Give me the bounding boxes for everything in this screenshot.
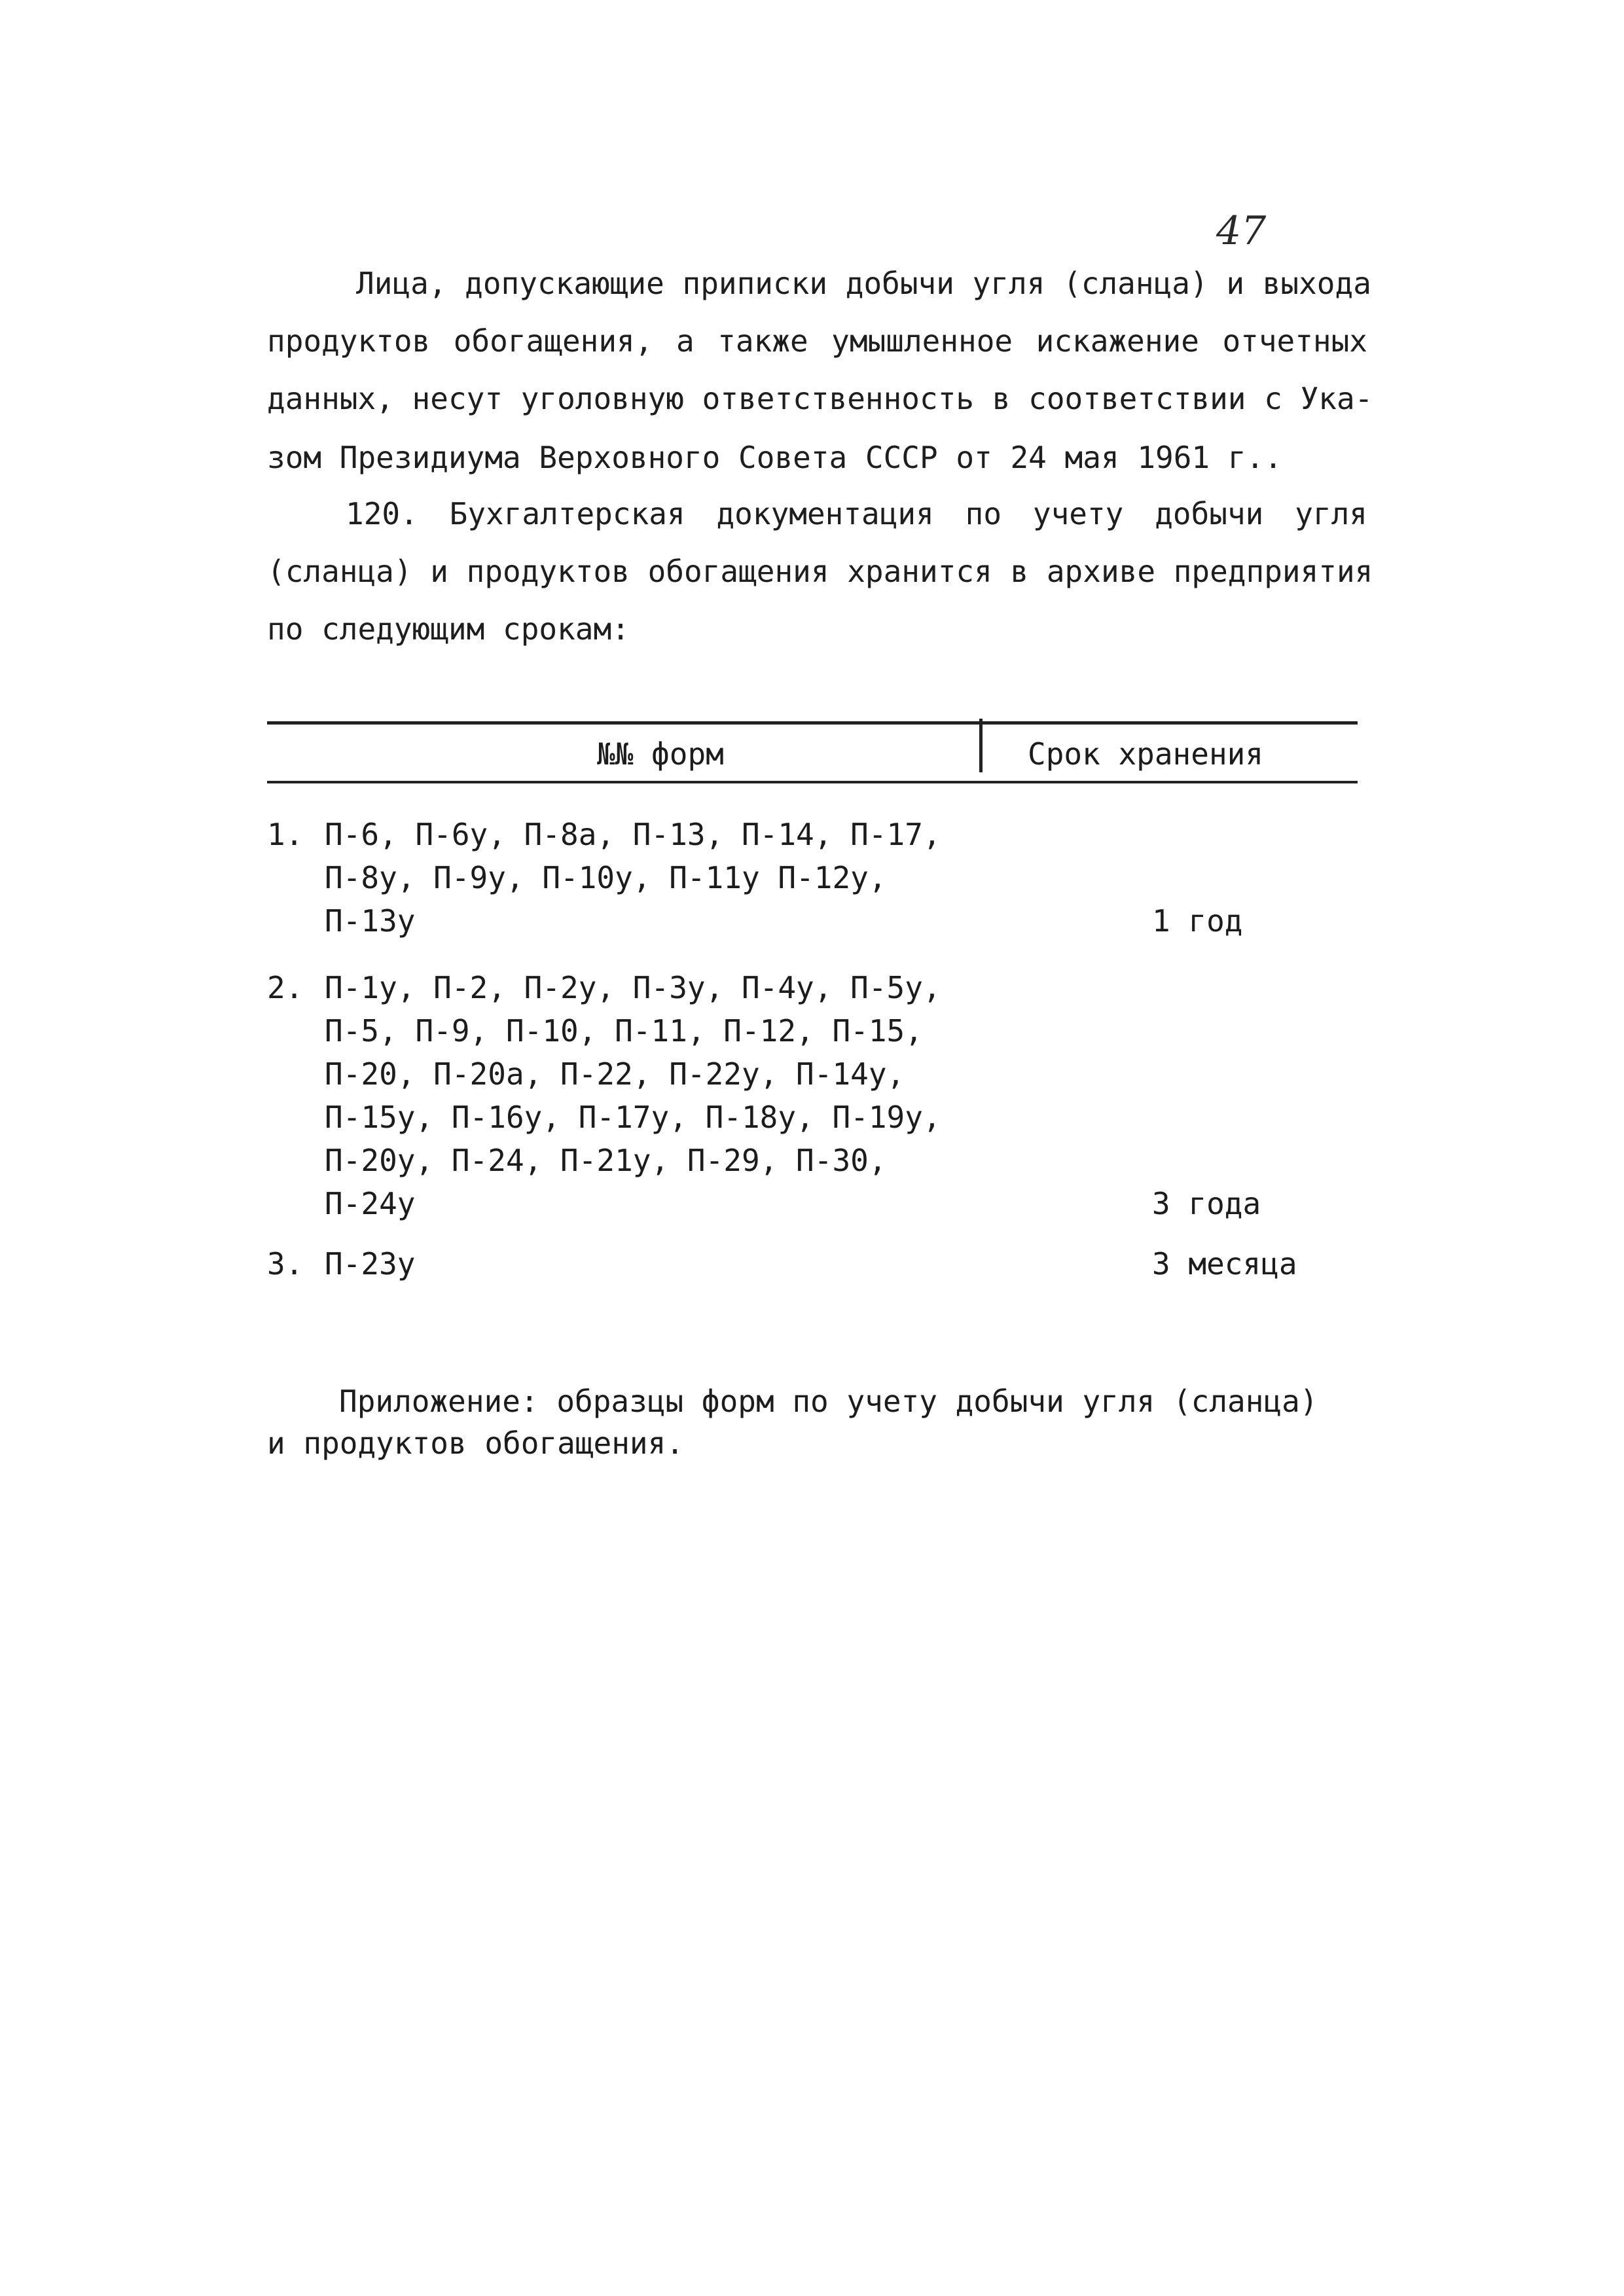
header-form-numbers: №№ форм xyxy=(597,736,724,772)
row-number: 2. xyxy=(267,970,304,1005)
appendix-line: Приложение: образцы форм по учету добычи угля (сланца) xyxy=(339,1384,1318,1419)
table-header-rule xyxy=(267,781,1358,783)
paragraph-line: данных, несут уголовную ответственность в соответствии с Ука- xyxy=(267,381,1373,416)
paragraph-line: Лица, допускающие приписки добычи угля (сланца) и выхода xyxy=(356,266,1371,301)
page-number: 47 xyxy=(1216,208,1267,254)
paragraph-line: по следующим срокам: xyxy=(267,611,630,647)
row-forms-line: П-23у xyxy=(325,1246,416,1282)
row-forms-line: П-20, П-20а, П-22, П-22у, П-14у, xyxy=(325,1056,905,1092)
row-number: 1. xyxy=(267,817,304,852)
table-top-rule xyxy=(267,721,1358,725)
row-forms-line: П-8у, П-9у, П-10у, П-11у П-12у, xyxy=(325,860,887,895)
row-forms-line: П-5, П-9, П-10, П-11, П-12, П-15, xyxy=(325,1013,923,1049)
row-retention-term: 3 года xyxy=(1152,1186,1261,1221)
row-forms-line: П-13у xyxy=(325,903,416,939)
row-forms-line: П-20у, П-24, П-21у, П-29, П-30, xyxy=(325,1143,887,1178)
row-forms-line: П-1у, П-2, П-2у, П-3у, П-4у, П-5у, xyxy=(325,970,941,1005)
paragraph-line: зом Президиума Верховного Совета СССР от 24 мая 1961 г.. xyxy=(267,440,1282,475)
row-forms-line: П-24у xyxy=(325,1186,416,1221)
row-retention-term: 1 год xyxy=(1152,903,1243,939)
paragraph-line: продуктов обогащения, а также умышленное искажение отчетных xyxy=(267,323,1367,359)
row-forms-line: П-15у, П-16у, П-17у, П-18у, П-19у, xyxy=(325,1100,941,1135)
row-number: 3. xyxy=(267,1246,304,1282)
row-retention-term: 3 месяца xyxy=(1152,1246,1297,1282)
table-column-separator xyxy=(979,719,983,772)
header-retention-term: Срок хранения xyxy=(1028,736,1264,772)
paragraph-line: 120. Бухгалтерская документация по учету добычи угля xyxy=(346,496,1367,531)
paragraph-line: (сланца) и продуктов обогащения хранится в архиве предприятия xyxy=(267,554,1373,589)
appendix-line: и продуктов обогащения. xyxy=(267,1426,684,1461)
row-forms-line: П-6, П-6у, П-8а, П-13, П-14, П-17, xyxy=(325,817,941,852)
